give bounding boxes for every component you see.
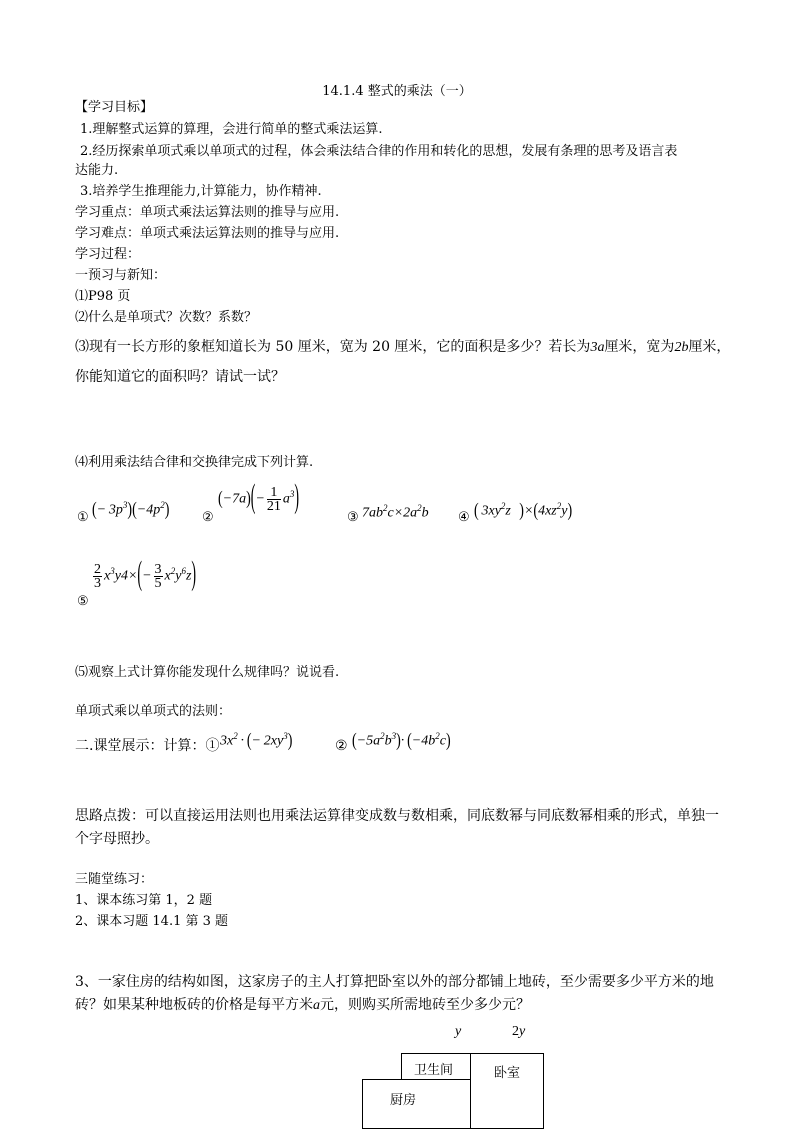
dimension-2y: 2y <box>512 1024 526 1039</box>
goal-1: 1.理解整式运算的算理，会进行简单的整式乘法运算. <box>80 122 383 137</box>
hint-line-2: 个字母照抄。 <box>75 831 159 847</box>
expr-3: $7ab^2c\times 2a^2b$ <box>362 503 429 521</box>
goal-3: 3.培养学生推理能力,计算能力，协作精神. <box>80 184 322 199</box>
item-3-line-2: 你能知道它的面积吗？请试一试？ <box>75 369 285 385</box>
item-3-var-2b: 2b <box>674 340 689 355</box>
item-2: ⑵什么是单项式？次数？系数？ <box>75 310 258 325</box>
page-title: 14.1.4 整式的乘法（一） <box>322 84 472 99</box>
process-label: 学习过程： <box>75 247 141 262</box>
section-3-header: 三随堂练习： <box>75 872 154 887</box>
item-1: ⑴P98 页 <box>75 289 131 304</box>
expr-1: (− $3p^3)(-4p^2)$ <box>92 499 170 521</box>
dimension-y: y <box>455 1024 462 1039</box>
question-3-text-a: 砖？如果某种地板砖的价格是每平方米 <box>75 997 313 1013</box>
item-5: ⑸观察上式计算你能发现什么规律吗？说说看. <box>75 665 340 680</box>
circle-4: ④ <box>458 510 470 525</box>
key-point: 学习重点：单项式乘法运算法则的推导与应用. <box>75 205 340 220</box>
question-3-text-b: 元，则购买所需地砖至少多少元？ <box>320 997 530 1013</box>
expr-5: $\frac{2}{3}$ $x^3y4\times(-$ $\frac{3}{5}$ $x^2y^6z$) <box>94 557 197 594</box>
circle-2: ② <box>202 510 214 525</box>
exercise-1: 1、课本练习第 1，2 题 <box>75 893 213 908</box>
item-3-line-1 <box>75 339 730 356</box>
question-3-var-a: a <box>313 998 320 1013</box>
section-1-header: 一预习与新知： <box>75 268 167 283</box>
goals-header: 【学习目标】 <box>75 100 154 115</box>
circle-3: ③ <box>347 510 359 525</box>
item-3-text-c: 厘米， <box>688 339 731 355</box>
label-bathroom: 卫生间 <box>414 1063 454 1078</box>
goal-2-line-2: 达能力. <box>75 163 119 178</box>
item-3-text-a: ⑶现有一长方形的象框知道长为 50 厘米，宽为 20 厘米，它的面积是多少？若长为 <box>75 339 591 355</box>
expr-7: $(-5a^2b^3)\cdot (-4b^2c)$ <box>352 730 451 752</box>
section-2-header: 二.课堂展示：计算：① <box>75 738 220 754</box>
item-3-var-3a: 3a <box>590 340 605 355</box>
dimension-2y-var: y <box>519 1024 526 1039</box>
expr-4: ( $3xy^2z$ )$\times(4xz^2y)$ <box>474 500 573 522</box>
expr-6: $3x^2$ · (− $2xy^3$) <box>220 730 293 752</box>
circle-2b: ② <box>335 738 348 754</box>
difficulty: 学习难点：单项式乘法运算法则的推导与应用. <box>75 226 340 241</box>
goal-2-line-1: 2.经历探索单项式乘以单项式的过程，体会乘法结合律的作用和转化的思想，发展有条理的思考及语言表 <box>80 144 678 159</box>
exercise-2: 2、课本习题 14.1 第 3 题 <box>75 914 229 929</box>
item-4: ⑷利用乘法结合律和交换律完成下列计算. <box>75 455 314 470</box>
hint-line-1: 思路点拨：可以直接运用法则也用乘法运算律变成数与数相乘，同底数幂与同底数幂相乘的形式，单独一 <box>75 808 719 824</box>
question-3-line-2 <box>75 997 530 1014</box>
circle-5: ⑤ <box>77 594 89 609</box>
label-bedroom: 卧室 <box>494 1066 521 1081</box>
item-3-text-b: 厘米，宽为 <box>604 339 675 355</box>
room-kitchen <box>362 1079 472 1129</box>
label-kitchen: 厨房 <box>390 1093 417 1108</box>
rule-label: 单项式乘以单项式的法则： <box>75 704 232 719</box>
question-3-line-1: 3、一家住房的结构如图，这家房子的主人打算把卧室以外的部分都铺上地砖，至少需要多少平方米的地 <box>75 974 714 990</box>
circle-1: ① <box>77 510 89 525</box>
expr-2: (−7a)(− $\frac{1}{21}$ $a^3$) <box>218 480 300 517</box>
